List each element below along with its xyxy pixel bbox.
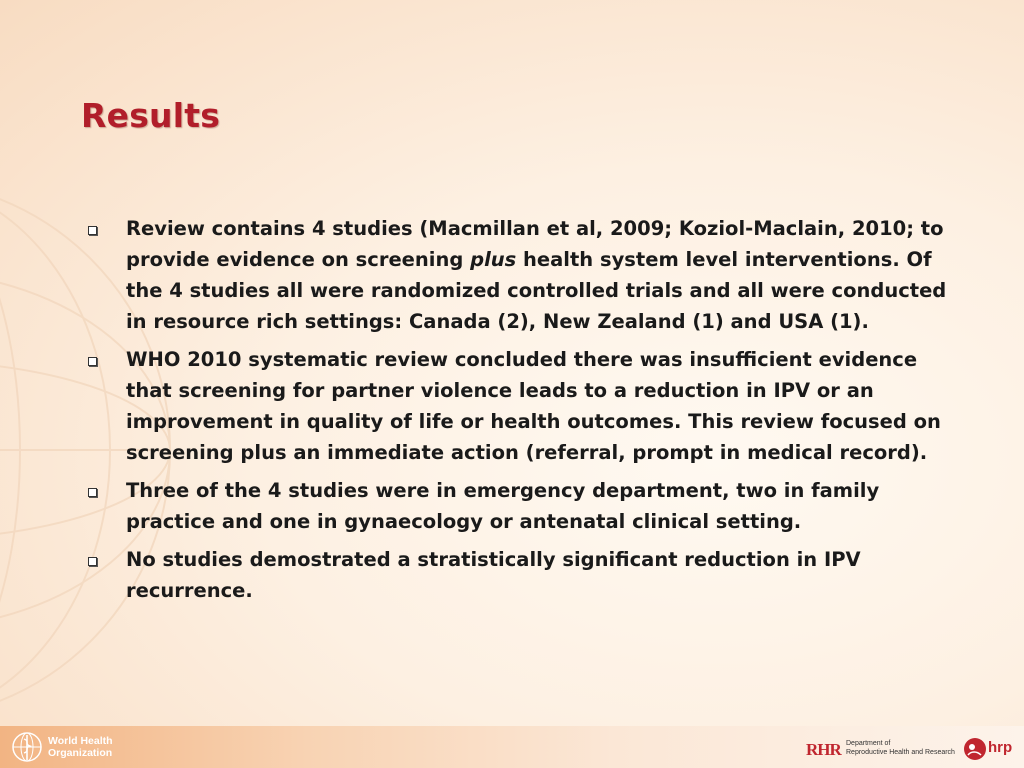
who-emblem-icon: [10, 730, 44, 764]
rhr-line-2: Reproductive Health and Research: [846, 748, 955, 756]
who-line-2: Organization: [48, 747, 113, 759]
rhr-line-1: Department of: [846, 740, 891, 747]
bullet-text: Three of the 4 studies were in emergency department, two in family practice and one in gynaecology or antenatal clinical setting.: [126, 479, 880, 533]
bullet-list: [86, 213, 966, 613]
bullet-item: [86, 475, 966, 537]
square-bullet-icon: [88, 357, 97, 366]
bullet-text: WHO 2010 systematic review concluded there was insufficient evidence that screening for partner violence leads to a reduction in IPV or an improvement in quality of life or health outcomes. This review focused on screening plus an immediate action (referral, prompt in medical record).: [126, 348, 941, 464]
square-bullet-icon: [88, 557, 97, 566]
slide-title: Results: [81, 96, 221, 135]
bullet-item: [86, 344, 966, 468]
bullet-text: No studies demostrated a stratistically significant reduction in IPV recurrence.: [126, 548, 861, 602]
square-bullet-icon: [88, 226, 97, 235]
rhr-department: [846, 740, 955, 757]
who-line-1: World Health: [48, 735, 113, 747]
hrp-label: hrp: [988, 739, 1013, 756]
bullet-text: health system level interventions. Of the 4 studies all were randomized controlled trials and all were conducted in resource rich settings: Canada (2), New Zealand (1) and USA (1).: [126, 248, 947, 333]
bullet-text: Review contains 4 studies (Macmillan et al, 2009; Koziol-Maclain, 2010; to provide evidence on screening: [126, 217, 944, 271]
who-name: [48, 735, 113, 759]
rhr-logo: RHR: [806, 740, 841, 759]
bullet-item: [86, 213, 966, 337]
square-bullet-icon: [88, 488, 97, 497]
hrp-logo-icon: [962, 736, 988, 762]
bullet-text-italic: plus: [470, 248, 517, 271]
bullet-item: [86, 544, 966, 606]
